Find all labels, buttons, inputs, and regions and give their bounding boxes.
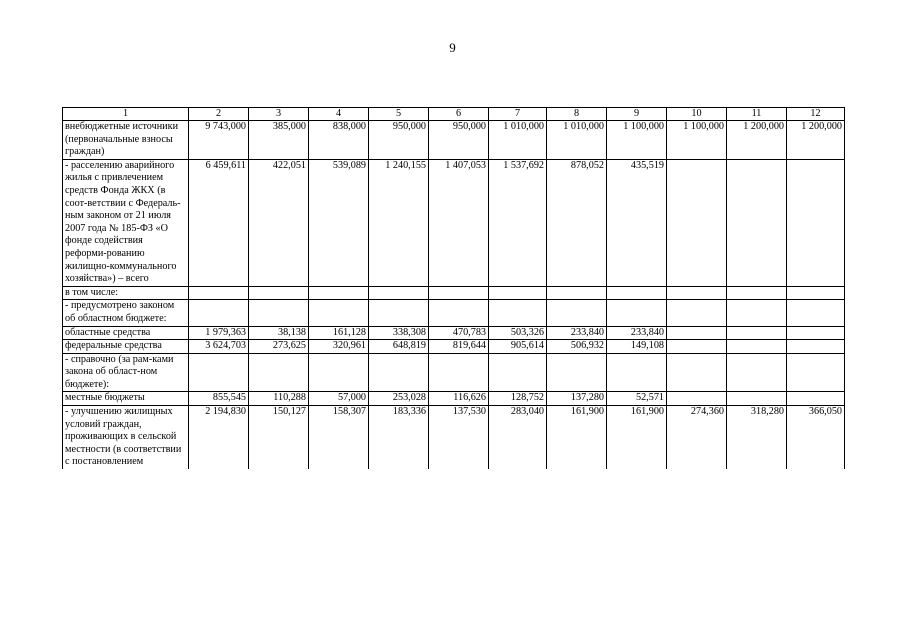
table-cell: 253,028 bbox=[369, 392, 429, 406]
table-row bbox=[63, 406, 845, 469]
table-cell: 1 240,155 bbox=[369, 159, 429, 286]
table-cell bbox=[727, 300, 787, 326]
table-cell: 1 200,000 bbox=[727, 121, 787, 160]
table-cell bbox=[607, 300, 667, 326]
table-cell: 149,108 bbox=[607, 340, 667, 354]
table-cell bbox=[787, 340, 845, 354]
table-cell: 539,089 bbox=[309, 159, 369, 286]
table-cell: 183,336 bbox=[369, 406, 429, 469]
table-cell bbox=[249, 300, 309, 326]
table-cell: 9 743,000 bbox=[189, 121, 249, 160]
table-cell bbox=[489, 286, 547, 300]
table-cell bbox=[547, 353, 607, 392]
table-cell bbox=[189, 286, 249, 300]
row-label: местные бюджеты bbox=[63, 392, 189, 406]
table-row bbox=[63, 392, 845, 406]
table-cell: 435,519 bbox=[607, 159, 667, 286]
table-cell bbox=[667, 159, 727, 286]
column-header: 10 bbox=[667, 108, 727, 121]
row-label: - расселению аварийного жилья с привлечением средств Фонда ЖКХ (в соот-ветствии с Федераль-ным законом от 21 июля 2007 года № 185-ФЗ «О фонде содействия реформи-рованию жилищно-коммунального хозяйства») – всего bbox=[63, 159, 189, 286]
table-cell: 1 979,363 bbox=[189, 326, 249, 340]
table-cell bbox=[249, 286, 309, 300]
table-cell: 422,051 bbox=[249, 159, 309, 286]
table-cell bbox=[369, 300, 429, 326]
row-label: федеральные средства bbox=[63, 340, 189, 354]
table-cell bbox=[547, 300, 607, 326]
table-cell: 233,840 bbox=[547, 326, 607, 340]
row-label: - предусмотрено законом об областном бюджете: bbox=[63, 300, 189, 326]
table-cell bbox=[429, 286, 489, 300]
column-header: 5 bbox=[369, 108, 429, 121]
table-cell: 158,307 bbox=[309, 406, 369, 469]
table-cell bbox=[667, 353, 727, 392]
table-cell bbox=[787, 326, 845, 340]
table-cell: 274,360 bbox=[667, 406, 727, 469]
table-body bbox=[63, 108, 845, 470]
table-cell bbox=[309, 353, 369, 392]
table-cell: 905,614 bbox=[489, 340, 547, 354]
table-cell bbox=[787, 300, 845, 326]
table-cell bbox=[607, 353, 667, 392]
column-header: 7 bbox=[489, 108, 547, 121]
table-cell: 116,626 bbox=[429, 392, 489, 406]
table-cell bbox=[667, 392, 727, 406]
table-cell: 3 624,703 bbox=[189, 340, 249, 354]
table-cell: 1 100,000 bbox=[667, 121, 727, 160]
table-cell bbox=[787, 286, 845, 300]
table-cell bbox=[787, 392, 845, 406]
table-cell bbox=[189, 300, 249, 326]
table-row bbox=[63, 159, 845, 286]
table-cell bbox=[249, 353, 309, 392]
table-cell: 6 459,611 bbox=[189, 159, 249, 286]
column-header: 1 bbox=[63, 108, 189, 121]
table-cell bbox=[369, 353, 429, 392]
column-header: 12 bbox=[787, 108, 845, 121]
table-cell: 950,000 bbox=[429, 121, 489, 160]
table-cell: 838,000 bbox=[309, 121, 369, 160]
table-row bbox=[63, 353, 845, 392]
table-cell bbox=[189, 353, 249, 392]
table-cell: 273,625 bbox=[249, 340, 309, 354]
table-cell bbox=[547, 286, 607, 300]
table-cell bbox=[727, 340, 787, 354]
table-cell: 110,288 bbox=[249, 392, 309, 406]
table-cell: 338,308 bbox=[369, 326, 429, 340]
column-header: 8 bbox=[547, 108, 607, 121]
row-label: внебюджетные источники (первоначальные взносы граждан) bbox=[63, 121, 189, 160]
table-cell bbox=[787, 353, 845, 392]
table-cell bbox=[309, 286, 369, 300]
table-cell: 819,644 bbox=[429, 340, 489, 354]
table-cell bbox=[309, 300, 369, 326]
table-cell bbox=[667, 300, 727, 326]
table-cell: 161,900 bbox=[607, 406, 667, 469]
table-cell: 878,052 bbox=[547, 159, 607, 286]
column-header: 4 bbox=[309, 108, 369, 121]
table-cell: 855,545 bbox=[189, 392, 249, 406]
row-label: в том числе: bbox=[63, 286, 189, 300]
table-cell: 137,530 bbox=[429, 406, 489, 469]
table-cell: 1 010,000 bbox=[489, 121, 547, 160]
table-cell: 2 194,830 bbox=[189, 406, 249, 469]
table-cell: 283,040 bbox=[489, 406, 547, 469]
column-header: 2 bbox=[189, 108, 249, 121]
table-row bbox=[63, 326, 845, 340]
column-header: 11 bbox=[727, 108, 787, 121]
table-cell: 366,050 bbox=[787, 406, 845, 469]
table-cell: 648,819 bbox=[369, 340, 429, 354]
table-cell bbox=[667, 326, 727, 340]
table-cell: 57,000 bbox=[309, 392, 369, 406]
table-row bbox=[63, 286, 845, 300]
table-cell bbox=[667, 286, 727, 300]
table-cell bbox=[429, 353, 489, 392]
table-cell: 150,127 bbox=[249, 406, 309, 469]
table-cell bbox=[489, 300, 547, 326]
table-cell bbox=[727, 392, 787, 406]
table-cell bbox=[727, 326, 787, 340]
row-label: - справочно (за рам-ками закона об област-ном бюджете): bbox=[63, 353, 189, 392]
table-cell: 1 407,053 bbox=[429, 159, 489, 286]
table-cell bbox=[787, 159, 845, 286]
table-cell: 950,000 bbox=[369, 121, 429, 160]
table-cell: 233,840 bbox=[607, 326, 667, 340]
header-row bbox=[63, 108, 845, 121]
table-cell bbox=[667, 340, 727, 354]
page-number: 9 bbox=[449, 40, 456, 55]
table-cell bbox=[369, 286, 429, 300]
table-cell: 161,128 bbox=[309, 326, 369, 340]
table-cell: 1 010,000 bbox=[547, 121, 607, 160]
table-row bbox=[63, 121, 845, 160]
table-cell bbox=[727, 159, 787, 286]
row-label: - улучшению жилищных условий граждан, проживающих в сельской местности (в соответствии с постановлением bbox=[63, 406, 189, 469]
table-cell: 470,783 bbox=[429, 326, 489, 340]
table-cell: 1 100,000 bbox=[607, 121, 667, 160]
budget-table bbox=[62, 107, 845, 469]
table-cell: 1 537,692 bbox=[489, 159, 547, 286]
column-header: 6 bbox=[429, 108, 489, 121]
table-cell bbox=[429, 300, 489, 326]
table-row bbox=[63, 340, 845, 354]
table-cell: 128,752 bbox=[489, 392, 547, 406]
table-cell: 506,932 bbox=[547, 340, 607, 354]
table-cell: 385,000 bbox=[249, 121, 309, 160]
table-row bbox=[63, 300, 845, 326]
column-header: 3 bbox=[249, 108, 309, 121]
column-header: 9 bbox=[607, 108, 667, 121]
table-cell: 137,280 bbox=[547, 392, 607, 406]
table-cell: 52,571 bbox=[607, 392, 667, 406]
table-cell: 38,138 bbox=[249, 326, 309, 340]
row-label: областные средства bbox=[63, 326, 189, 340]
table-cell bbox=[727, 353, 787, 392]
table-cell bbox=[607, 286, 667, 300]
table-cell: 503,326 bbox=[489, 326, 547, 340]
table-cell: 1 200,000 bbox=[787, 121, 845, 160]
table-cell: 161,900 bbox=[547, 406, 607, 469]
table-cell bbox=[727, 286, 787, 300]
table-cell: 318,280 bbox=[727, 406, 787, 469]
table-cell bbox=[489, 353, 547, 392]
table-cell: 320,961 bbox=[309, 340, 369, 354]
